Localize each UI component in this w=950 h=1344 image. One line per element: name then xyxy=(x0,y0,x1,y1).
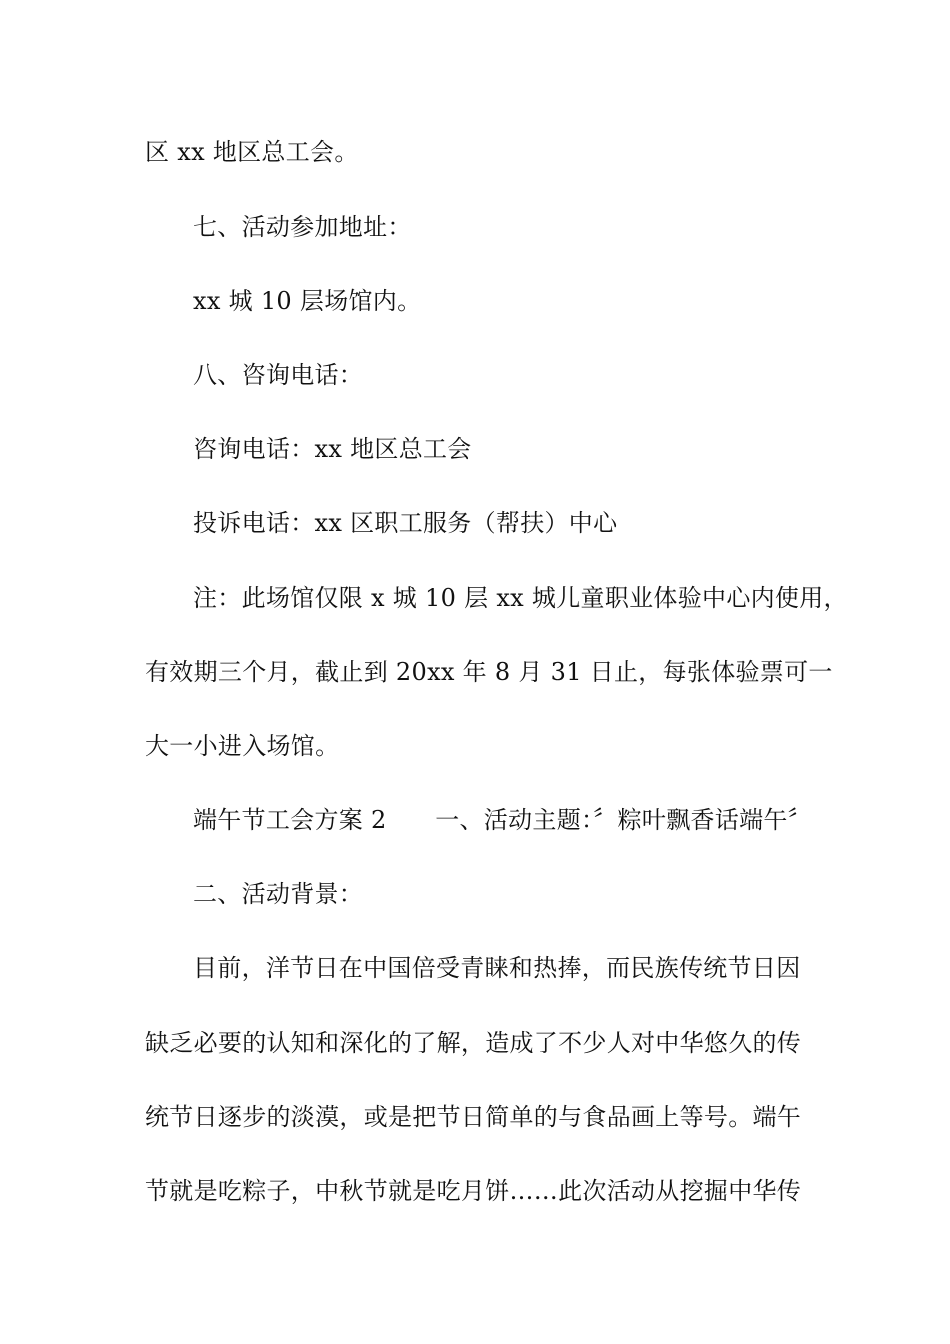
text-line: 投诉电话：xx 区职工服务（帮扶）中心 xyxy=(193,509,618,537)
text-line: 区 xx 地区总工会。 xyxy=(145,138,359,166)
text-line: 统节日逐步的淡漠，或是把节日简单的与食品画上等号。端午 xyxy=(145,1103,802,1131)
note-line: 注：此场馆仅限 x 城 10 层 xx 城儿童职业体验中心内使用， xyxy=(193,584,848,612)
section-heading: 二、活动背景： xyxy=(193,880,364,908)
section-heading: 七、活动参加地址： xyxy=(193,213,412,241)
section-heading: 八、咨询电话： xyxy=(193,361,364,389)
text-line: 咨询电话：xx 地区总工会 xyxy=(193,435,472,463)
text-line: 目前，洋节日在中国倍受青睐和热捧，而民族传统节日因 xyxy=(193,954,801,982)
plan-title-line: 端午节工会方案 2 一、活动主题：〞粽叶飘香话端午〞 xyxy=(193,806,812,834)
text-line: 大一小进入场馆。 xyxy=(145,732,340,760)
text-line: xx 城 10 层场馆内。 xyxy=(193,287,422,315)
text-line: 节就是吃粽子，中秋节就是吃月饼……此次活动从挖掘中华传 xyxy=(145,1177,802,1205)
text-line: 缺乏必要的认知和深化的了解，造成了不少人对中华悠久的传 xyxy=(145,1029,802,1057)
text-line: 有效期三个月，截止到 20xx 年 8 月 31 日止，每张体验票可一 xyxy=(145,658,833,686)
